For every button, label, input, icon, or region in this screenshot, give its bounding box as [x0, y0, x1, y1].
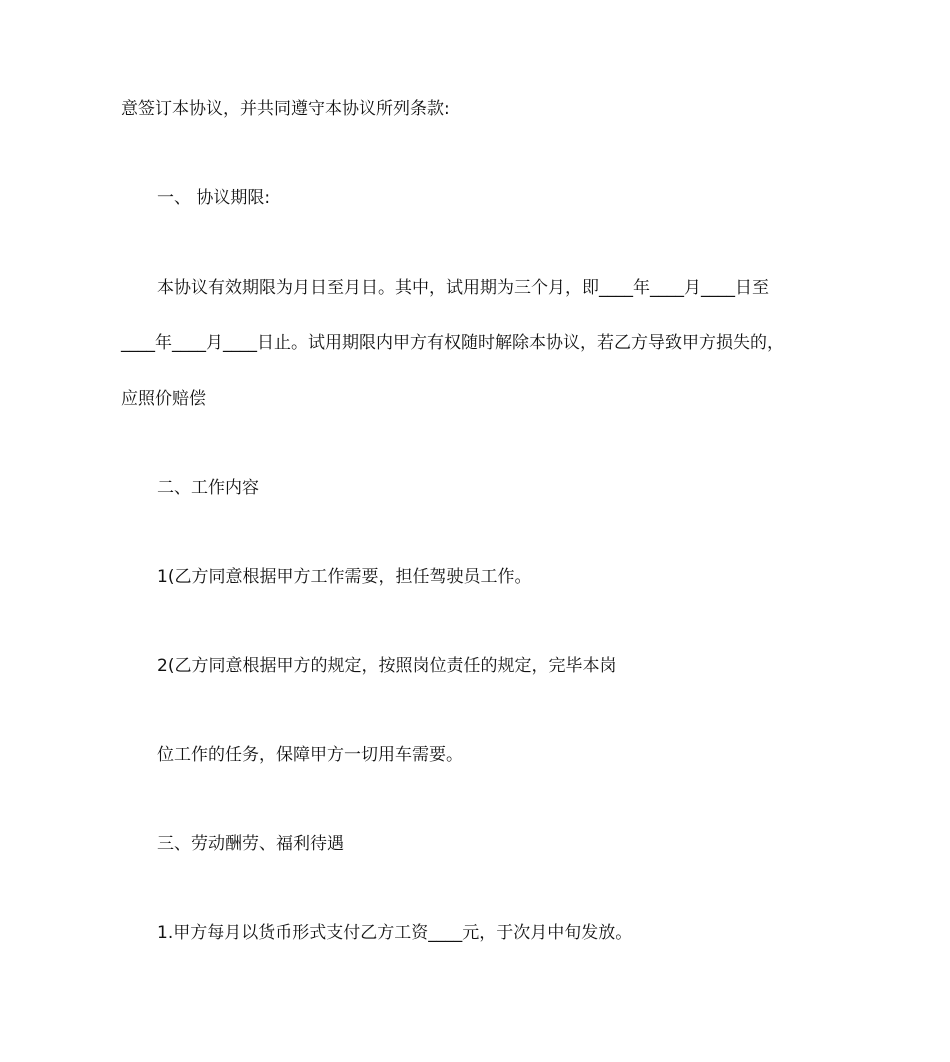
text-line-intro: 意签订本协议，并共同遵守本协议所列条款:: [121, 99, 450, 119]
heading-compensation: 三、劳动酬劳、福利待遇: [157, 834, 344, 854]
text-line-work-3: 位工作的任务，保障甲方一切用车需要。: [157, 745, 463, 765]
text-line-term-2: ____年____月____日止。试用期限内甲方有权随时解除本协议，若乙方导致甲方损失的，: [121, 333, 784, 353]
text-line-work-2: 2(乙方同意根据甲方的规定，按照岗位责任的规定，完毕本岗: [157, 656, 617, 676]
text-line-work-1: 1(乙方同意根据甲方工作需要，担任驾驶员工作。: [157, 567, 532, 587]
text-line-term-1: 本协议有效期限为月日至月日。其中，试用期为三个月，即____年____月____日至: [157, 278, 769, 298]
heading-work-content: 二、工作内容: [157, 478, 259, 498]
text-line-compensation-1: 1.甲方每月以货币形式支付乙方工资____元，于次月中旬发放。: [157, 923, 633, 943]
text-line-term-3: 应照价赔偿: [121, 389, 206, 409]
heading-agreement-term: 一、 协议期限:: [157, 188, 271, 208]
